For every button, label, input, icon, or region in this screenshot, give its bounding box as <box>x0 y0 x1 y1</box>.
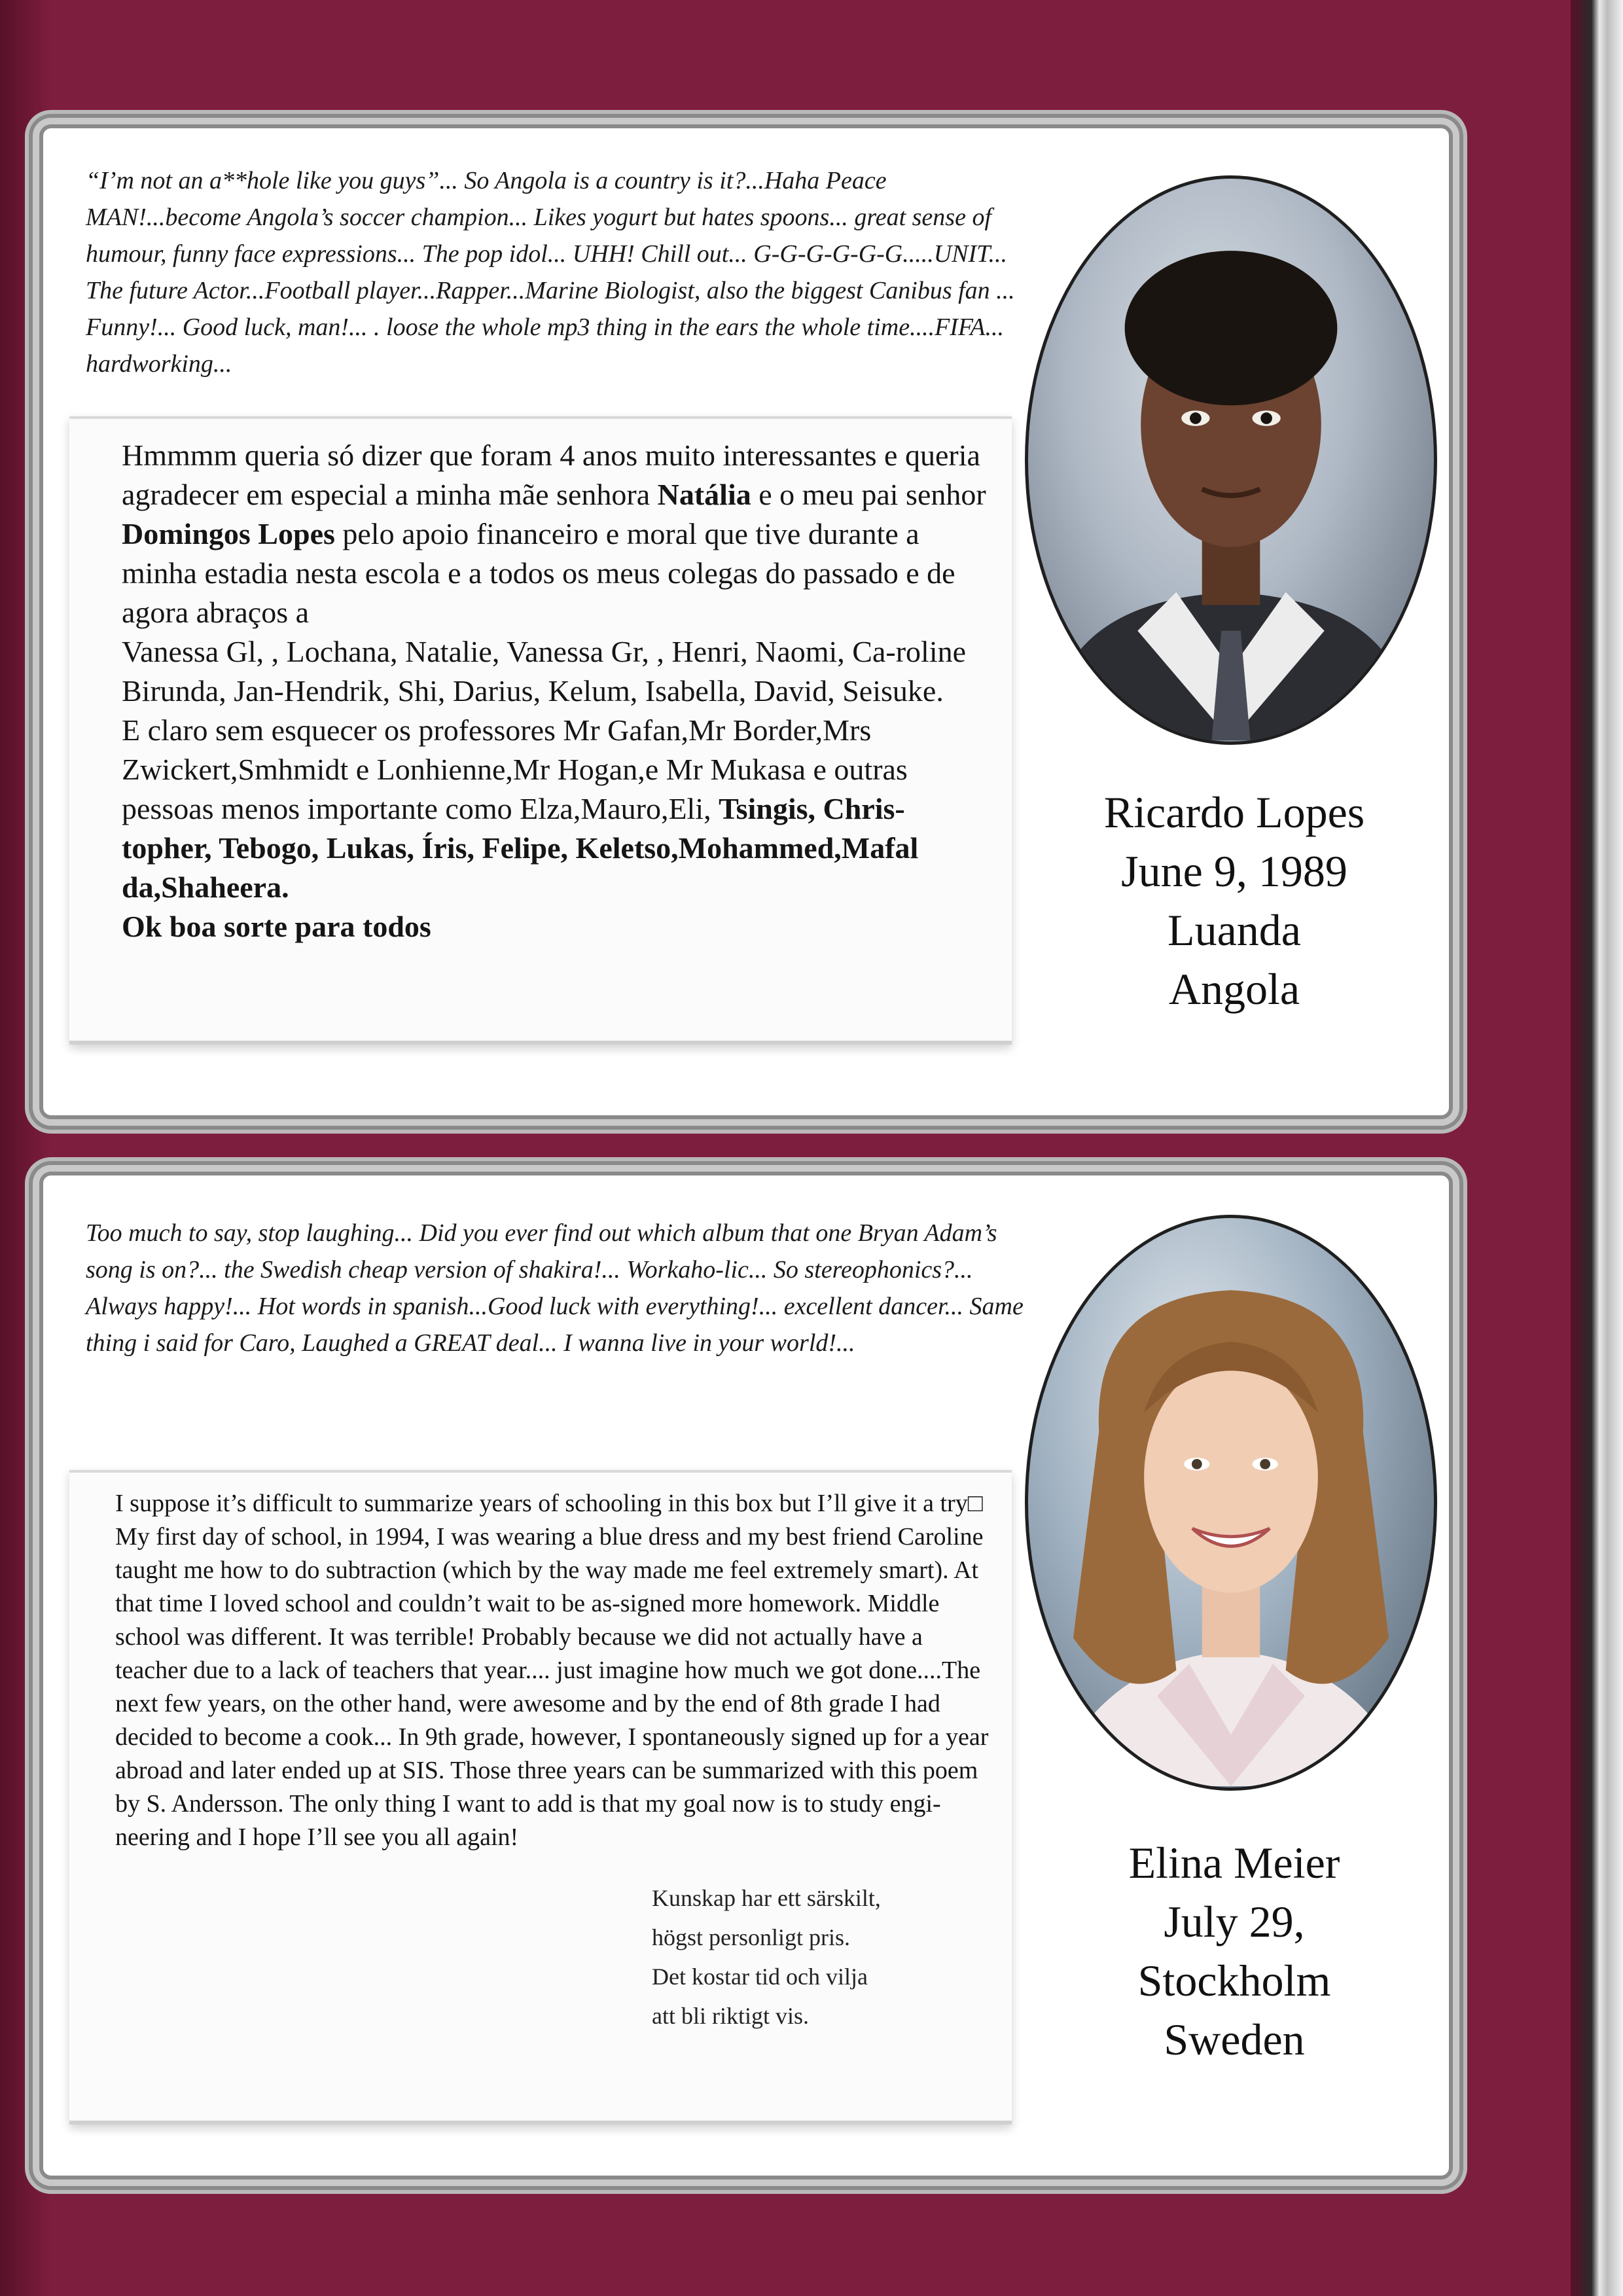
personal-message-box <box>69 416 1012 1045</box>
poem-line: Det kostar tid och vilja <box>652 1964 868 1990</box>
student-country: Sweden <box>1164 2015 1305 2064</box>
poem-line: att bli riktigt vis. <box>652 2003 809 2029</box>
student-city: Stockholm <box>1137 1956 1331 2005</box>
poem <box>652 1878 881 2036</box>
friends-quote: Too much to say, stop laughing... Did you ever find out which album that one Bryan Adam’s song is on?... the Swedish cheap version of shakira!... Workaho-lic... So stereophonics?... Always happy!... Hot words in spanish...Good luck with everything!... excellent dancer... Same thing i said for Caro, Laughed a GREAT deal... I wanna live in your world!... <box>86 1219 1024 1357</box>
message-paragraph: Ok boa sorte para todos <box>122 910 431 943</box>
portrait-illustration <box>1028 1218 1434 1787</box>
message-paragraph: Hmmmm queria só dizer que foram 4 anos muito interessantes e queria agradecer em especial a minha mãe senhora Natália e o meu pai senhor Domingos Lopes pelo apoio financeiro e moral que tive durante a minha estadia nesta escola e a todos os meus colegas do passado e de agora abraços a <box>122 439 986 629</box>
personal-message: I suppose it’s difficult to summarize years of schooling in this box but I’ll give it a try□ My first day of school, in 1994, I was wearing a blue dress and my best friend Caroline taught me how to do subtraction (which by the way made me feel extremely smart). At that time I loved school and couldn’t wait to be as-signed more homework. Middle school was different. It was terrible! Probably because we did not actually have a teacher due to a lack of teachers that year.... just imagine how much we got done....The next few years, on the other hand, were awesome and by the end of 8th grade I had decided to become a cook... In 9th grade, however, I spontaneously signed up for a year abroad and later ended up at SIS. Those three years can be summarized with this poem by S. Andersson. The only thing I want to add is that my goal now is to study engi-neering and I hope I’ll see you all again! <box>115 1490 989 1851</box>
message-paragraph: Vanessa Gl, , Lochana, Natalie, Vanessa Gr, , Henri, Naomi, Ca-roline Birunda, Jan-Hendrik, Shi, Darius, Kelum, Isabella, David, Seisuke. <box>122 635 967 708</box>
portrait-photo <box>1025 1215 1437 1791</box>
friends-quote: “I’m not an a**hole like you guys”... So Angola is a country is it?...Haha Peace MAN!...become Angola’s soccer champion... Likes yogurt but hates spoons... great sense of humour, funny face expressions... The pop idol... UHH! Chill out... G-G-G-G-G-G.....UNIT... The future Actor...Football player...Rapper...Marine Biologist, also the biggest Canibus fan ... Funny!... Good luck, man!... . loose the whole mp3 thing in the ears the whole time....FIFA... hardworking... <box>86 167 1015 378</box>
poem-line: Kunskap har ett särskilt, <box>652 1885 881 1911</box>
personal-message <box>122 436 992 946</box>
portrait-illustration <box>1028 179 1434 742</box>
student-caption <box>1012 783 1457 1018</box>
student-name: Elina Meier <box>1128 1838 1340 1888</box>
student-name: Ricardo Lopes <box>1103 787 1365 837</box>
student-city: Luanda <box>1168 905 1301 955</box>
profile-card-ricardo <box>39 124 1453 1119</box>
portrait-photo <box>1025 175 1437 745</box>
page-edge <box>1571 0 1623 2296</box>
profile-card-elina <box>39 1172 1453 2179</box>
student-birthdate: June 9, 1989 <box>1121 846 1347 896</box>
message-paragraph: E claro sem esquecer os professores Mr Gafan,Mr Border,Mrs Zwickert,Smhmidt e Lonhienne,Mr Hogan,e Mr Mukasa e outras pessoas menos importante como Elza,Mauro,Eli, Tsingis, Chris-topher, Tebogo, Lukas, Íris, Felipe, Keletso,Mohammed,Mafal da,Shaheera. <box>122 713 919 904</box>
personal-message-box <box>69 1470 1012 2125</box>
student-country: Angola <box>1168 964 1300 1014</box>
student-caption <box>1012 1833 1457 2069</box>
poem-line: högst personligt pris. <box>652 1924 850 1950</box>
student-birthdate: July 29, <box>1164 1897 1305 1946</box>
